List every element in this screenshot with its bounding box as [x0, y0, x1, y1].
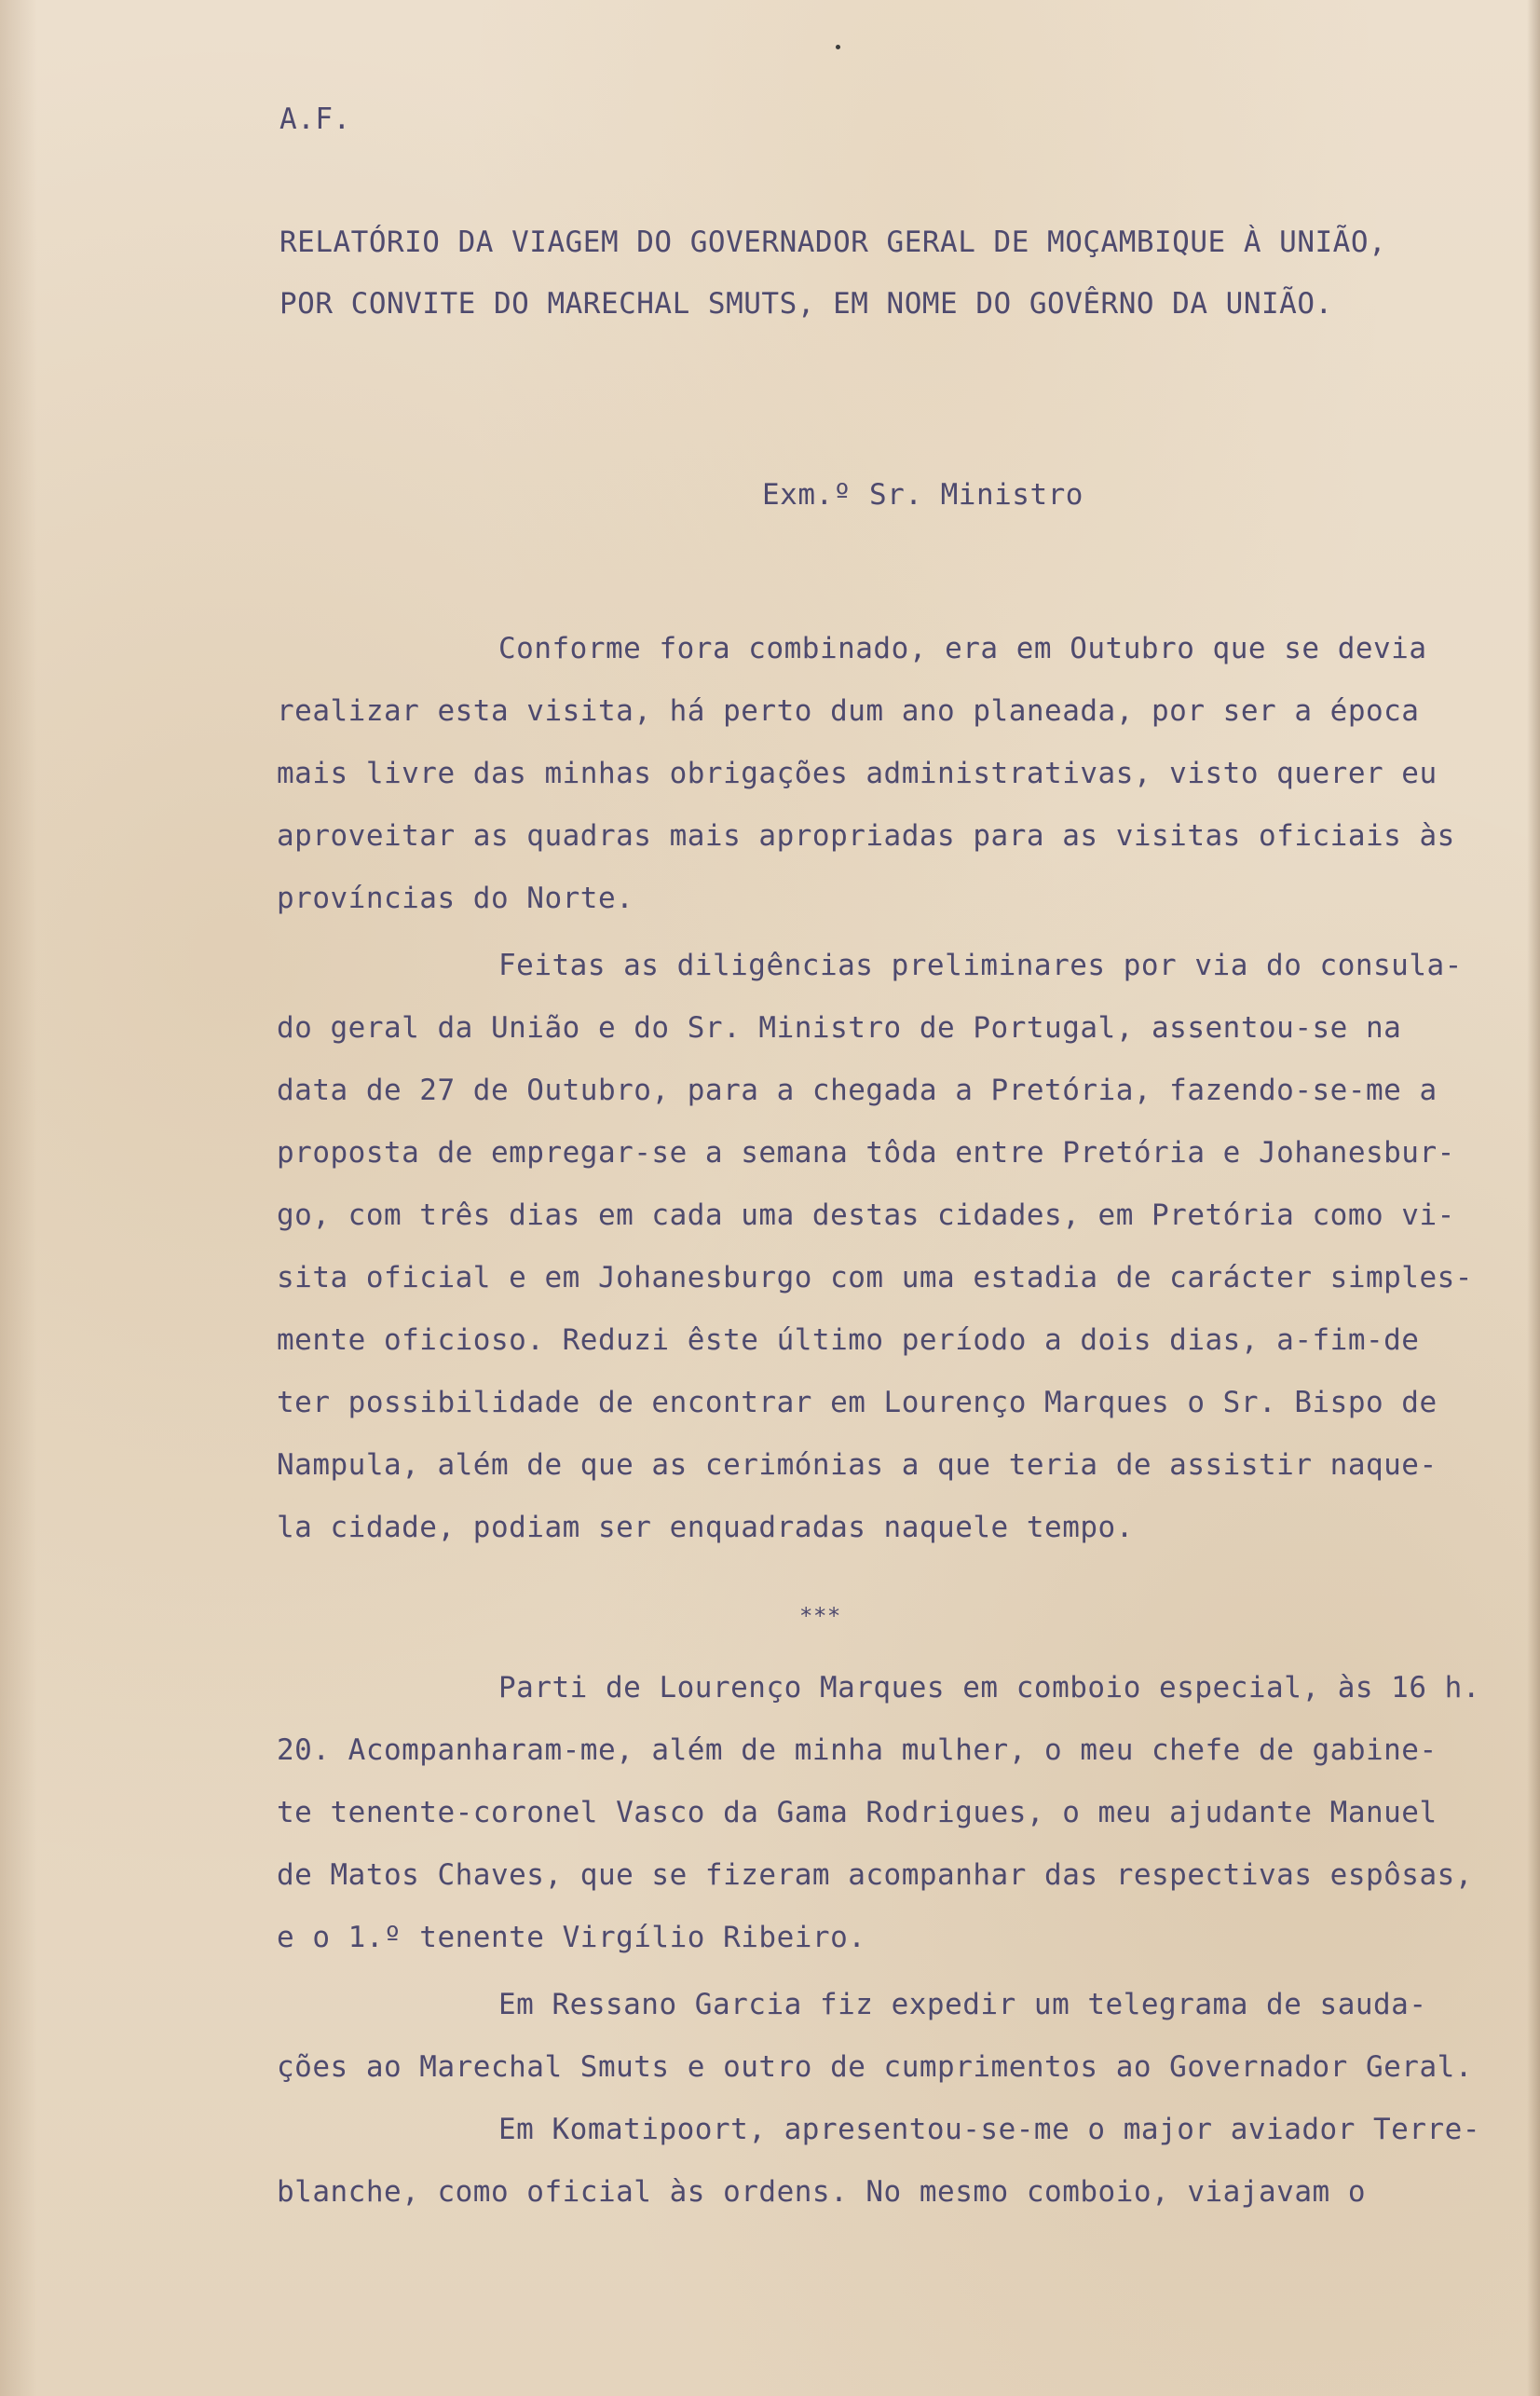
paragraph-1-line-2: realizar esta visita, há perto dum ano planeada, por ser a época — [277, 694, 1420, 728]
paragraph-3-line-1: Parti de Lourenço Marques em comboio especial, às 16 h. — [498, 1671, 1480, 1705]
paragraph-5-line-1: Em Komatipoort, apresentou-se-me o major aviador Terre- — [498, 2113, 1480, 2146]
document-title-line-2: POR CONVITE DO MARECHAL SMUTS, EM NOME DO GOVÊRNO DA UNIÃO. — [279, 287, 1333, 321]
paragraph-3-line-4: de Matos Chaves, que se fizeram acompanhar das respectivas espôsas, — [277, 1858, 1473, 1892]
paragraph-3-line-3: te tenente-coronel Vasco da Gama Rodrigues, o meu ajudante Manuel — [277, 1796, 1438, 1829]
document-title-line-1: RELATÓRIO DA VIAGEM DO GOVERNADOR GERAL DE MOÇAMBIQUE À UNIÃO, — [279, 226, 1387, 259]
paragraph-2-line-1: Feitas as diligências preliminares por via do consula- — [498, 949, 1463, 982]
paragraph-4-line-1: Em Ressano Garcia fiz expedir um telegrama de sauda- — [498, 1988, 1427, 2021]
paragraph-2-line-4: proposta de empregar-se a semana tôda entre Pretória e Johanesbur- — [277, 1136, 1455, 1170]
paragraph-3-line-2: 20. Acompanharam-me, além de minha mulher, o meu chefe de gabine- — [277, 1733, 1438, 1767]
paragraph-1-line-1: Conforme fora combinado, era em Outubro que se devia — [498, 632, 1427, 665]
document-initials: A.F. — [279, 103, 351, 136]
paragraph-5-line-2: blanche, como oficial às ordens. No mesmo comboio, viajavam o — [277, 2175, 1366, 2209]
page-left-shadow — [0, 0, 37, 2396]
paragraph-1-line-4: aproveitar as quadras mais apropriadas para as visitas oficiais às — [277, 819, 1455, 853]
paragraph-2-line-2: do geral da União e do Sr. Ministro de Portugal, assentou-se na — [277, 1011, 1402, 1045]
paragraph-2-line-3: data de 27 de Outubro, para a chegada a Pretória, fazendo-se-me a — [277, 1074, 1438, 1107]
paragraph-2-line-8: ter possibilidade de encontrar em Lourenço Marques o Sr. Bispo de — [277, 1386, 1438, 1419]
ink-dot — [836, 45, 840, 49]
section-separator: *** — [799, 1603, 841, 1629]
paragraph-2-line-10: la cidade, podiam ser enquadradas naquele tempo. — [277, 1511, 1134, 1544]
paragraph-3-line-5: e o 1.º tenente Virgílio Ribeiro. — [277, 1921, 866, 1954]
paragraph-4-line-2: ções ao Marechal Smuts e outro de cumprimentos ao Governador Geral. — [277, 2050, 1473, 2084]
paragraph-2-line-7: mente oficioso. Reduzi êste último período a dois dias, a-fim-de — [277, 1323, 1420, 1357]
paragraph-1-line-5: províncias do Norte. — [277, 882, 634, 915]
salutation: Exm.º Sr. Ministro — [762, 478, 1083, 512]
paragraph-1-line-3: mais livre das minhas obrigações administrativas, visto querer eu — [277, 757, 1438, 790]
paragraph-2-line-5: go, com três dias em cada uma destas cidades, em Pretória como vi- — [277, 1198, 1455, 1232]
paragraph-2-line-9: Nampula, além de que as cerimónias a que teria de assistir naque- — [277, 1448, 1438, 1482]
paragraph-2-line-6: sita oficial e em Johanesburgo com uma estadia de carácter simples- — [277, 1261, 1473, 1294]
page-right-edge — [1527, 0, 1540, 2396]
